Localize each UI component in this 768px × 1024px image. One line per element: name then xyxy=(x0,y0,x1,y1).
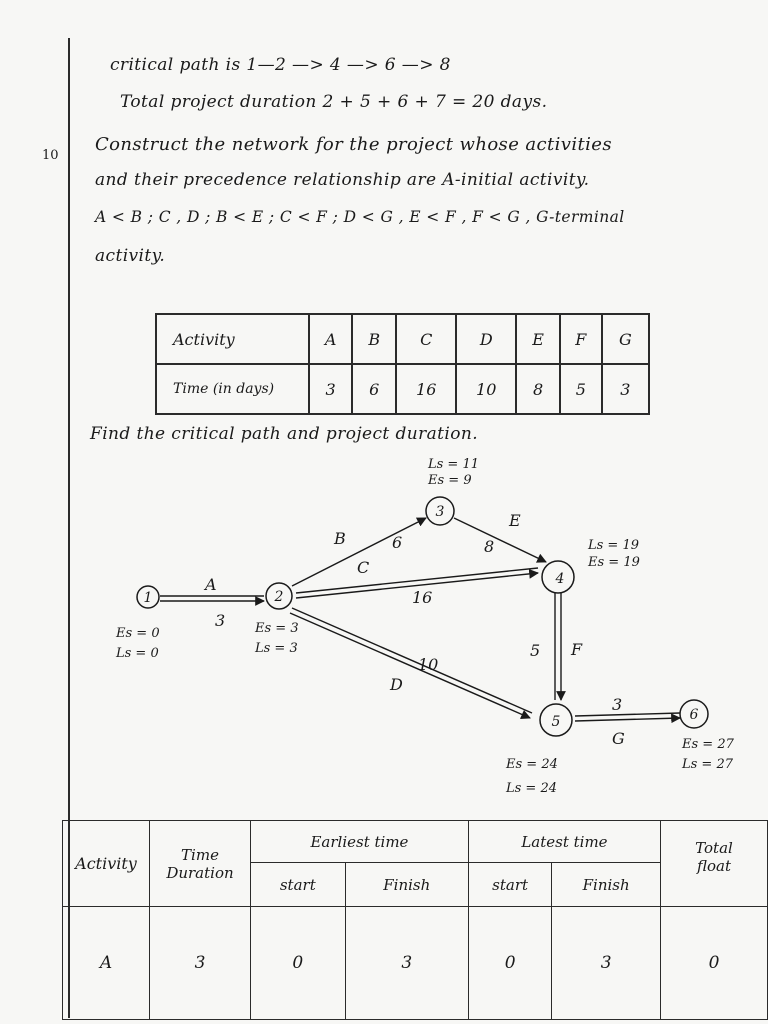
edge-d-line-1 xyxy=(292,608,532,713)
edge-g-name: G xyxy=(612,729,625,748)
row-earliest-finish: 3 xyxy=(345,907,468,1020)
edge-e xyxy=(454,518,546,562)
node-6-es: Es = 27 xyxy=(682,737,734,752)
earliest-finish-header: Finish xyxy=(345,863,468,907)
node-4-label: 4 xyxy=(555,571,565,587)
edge-g-line-1 xyxy=(575,713,680,716)
activity-cell: G xyxy=(602,314,649,364)
critical-path-line: critical path is 1—2 —> 4 —> 6 —> 8 xyxy=(110,55,451,75)
activity-column-header: Activity xyxy=(63,821,150,907)
edge-g-line-2 xyxy=(575,718,680,721)
node-2-es: Es = 3 xyxy=(255,621,299,636)
edge-d-time: 10 xyxy=(418,655,439,674)
question-line-4: activity. xyxy=(95,246,166,266)
row-latest-start: 0 xyxy=(468,907,551,1020)
activity-cell: D xyxy=(456,314,516,364)
activity-header: Activity xyxy=(156,314,309,364)
edge-a-name: A xyxy=(205,575,217,594)
duration-header-line-1: Time xyxy=(181,845,219,864)
edge-c-time: 16 xyxy=(412,588,433,607)
float-header-line-2: float xyxy=(696,857,731,875)
total-float-header xyxy=(661,821,768,907)
row-earliest-start: 0 xyxy=(251,907,346,1020)
earliest-time-header: Earliest time xyxy=(251,821,469,863)
edge-a-time: 3 xyxy=(215,611,226,630)
edge-f-time: 5 xyxy=(530,641,541,660)
row-activity: A xyxy=(63,907,150,1020)
earliest-start-header: start xyxy=(251,863,346,907)
activity-cell: B xyxy=(352,314,396,364)
node-3-ls: Ls = 11 xyxy=(428,457,480,472)
time-cell: 10 xyxy=(456,364,516,414)
latest-finish-header: Finish xyxy=(552,863,661,907)
time-cell: 5 xyxy=(560,364,602,414)
node-5-ls: Ls = 24 xyxy=(506,781,558,796)
node-3-es: Es = 9 xyxy=(428,473,472,488)
time-cell: 6 xyxy=(352,364,396,414)
activity-cell: E xyxy=(516,314,560,364)
edge-b-name: B xyxy=(334,529,346,548)
time-header: Time (in days) xyxy=(156,364,309,414)
time-cell: 3 xyxy=(309,364,352,414)
node-3-label: 3 xyxy=(435,504,445,520)
node-6-label: 6 xyxy=(689,707,699,723)
node-2-ls: Ls = 3 xyxy=(255,641,298,656)
edge-b-time: 6 xyxy=(392,533,403,552)
node-1-ls: Ls = 0 xyxy=(116,646,159,661)
answer-table xyxy=(62,820,768,1020)
node-4-ls: Ls = 19 xyxy=(588,538,640,553)
latest-start-header: start xyxy=(468,863,551,907)
question-line-1: Construct the network for the project whose activities xyxy=(95,134,612,155)
time-cell: 3 xyxy=(602,364,649,414)
question-line-3: A < B ; C , D ; B < E ; C < F ; D < G , E < F , F < G , G-terminal xyxy=(95,208,625,226)
node-1-label: 1 xyxy=(143,590,153,606)
float-header-line-1: Total xyxy=(695,839,733,857)
question-number: 10 xyxy=(42,148,59,163)
duration-column-header xyxy=(150,821,251,907)
node-5-label: 5 xyxy=(551,714,561,730)
node-6-ls: Ls = 27 xyxy=(682,757,734,772)
node-4-es: Es = 19 xyxy=(588,555,640,570)
edge-d-line-2 xyxy=(290,613,530,718)
row-latest-finish: 3 xyxy=(552,907,661,1020)
latest-time-header: Latest time xyxy=(468,821,660,863)
edge-c-name: C xyxy=(357,558,370,577)
total-duration-line: Total project duration 2 + 5 + 6 + 7 = 20 days. xyxy=(120,92,548,112)
find-instruction: Find the critical path and project duration. xyxy=(90,424,479,444)
edge-f-name: F xyxy=(571,640,583,659)
time-cell: 8 xyxy=(516,364,560,414)
row-total-float: 0 xyxy=(661,907,768,1020)
edge-g-time: 3 xyxy=(612,695,623,714)
edge-d-name: D xyxy=(390,675,403,694)
question-line-2: and their precedence relationship are A-initial activity. xyxy=(95,170,590,190)
answer-header-row xyxy=(63,821,768,863)
node-1-es: Es = 0 xyxy=(116,626,160,641)
node-2-label: 2 xyxy=(274,589,284,605)
activity-cell: A xyxy=(309,314,352,364)
table-row xyxy=(63,907,768,1020)
node-5-es: Es = 24 xyxy=(506,757,558,772)
activity-cell: F xyxy=(560,314,602,364)
duration-header-line-2: Duration xyxy=(166,863,234,882)
time-cell: 16 xyxy=(396,364,456,414)
activity-cell: C xyxy=(396,314,456,364)
edge-e-time: 8 xyxy=(484,537,495,556)
edge-e-name: E xyxy=(509,511,521,530)
row-duration: 3 xyxy=(150,907,251,1020)
